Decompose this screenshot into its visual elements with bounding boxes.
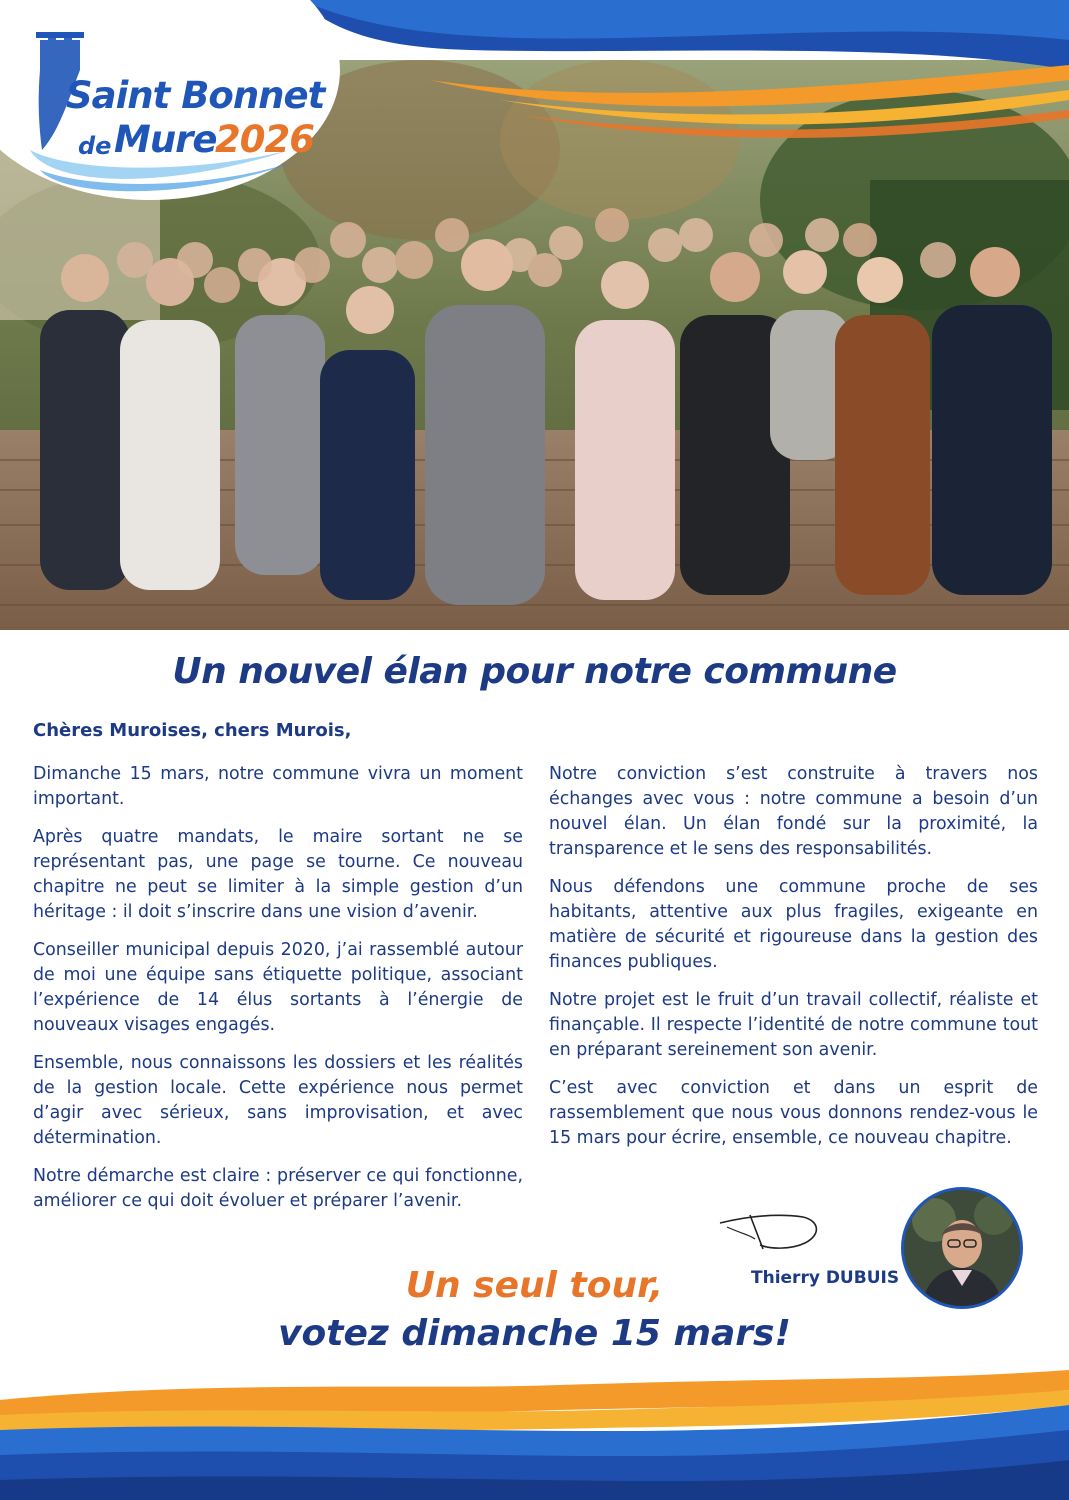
paragraph: Dimanche 15 mars, notre commune vivra un moment important. <box>33 764 523 809</box>
logo-year: 2026 <box>215 118 314 161</box>
greeting: Chères Muroises, chers Murois, <box>33 720 352 741</box>
signer-name: Thierry DUBUIS <box>751 1268 900 1288</box>
bottom-wave-decoration <box>0 1360 1069 1500</box>
handwritten-signature <box>715 1205 825 1255</box>
slogan-line2: votez dimanche 15 mars! <box>278 1313 791 1354</box>
paragraph: Ensemble, nous connaissons les dossiers et les réalités de la gestion locale. Cette expérience nous permet d’agir avec sérieux, sans improvisation, et avec détermination. <box>33 1053 523 1148</box>
headline: Un nouvel élan pour notre commune <box>172 651 897 692</box>
logo-de: de <box>78 132 112 160</box>
slogan-line1: Un seul tour, <box>405 1265 664 1306</box>
logo-mure: Mure <box>114 118 217 161</box>
paragraph: Conseiller municipal depuis 2020, j’ai rassemblé autour de moi une équipe sans étiquette politique, associant l’expérience de 14 élus sortants à l’énergie de nouveaux visages engagés. <box>33 940 523 1035</box>
left-text-column <box>33 762 523 1227</box>
logo-title-line1: Saint Bonnet <box>66 74 325 117</box>
paragraph: C’est avec conviction et dans un esprit de rassemblement que nous vous donnons rendez-vous le 15 mars pour écrire, ensemble, ce nouveau chapitre. <box>549 1078 1038 1148</box>
paragraph: Après quatre mandats, le maire sortant ne se représentant pas, une page se tourne. Ce nouveau chapitre ne peut se limiter à la simple gestion d’un héritage : il doit s’inscrire dans une vision d’avenir. <box>33 827 523 922</box>
paragraph: Notre projet est le fruit d’un travail collectif, réaliste et finançable. Il respecte l’identité de notre commune tout en préparant sereinement son avenir. <box>549 990 1038 1060</box>
paragraph: Nous défendons une commune proche de ses habitants, attentive aux plus fragiles, exigeante en matière de sécurité et rigoureuse dans la gestion des finances publiques. <box>549 877 1038 972</box>
right-text-column <box>549 762 1038 1164</box>
paragraph: Notre conviction s’est construite à travers nos échanges avec vous : notre commune a besoin d’un nouvel élan. Un élan fondé sur la proximité, la transparence et le sens des responsabilités. <box>549 764 1038 859</box>
paragraph: Notre démarche est claire : préserver ce qui fonctionne, améliorer ce qui doit évoluer et préparer l’avenir. <box>33 1166 523 1211</box>
campaign-logo <box>0 0 340 200</box>
